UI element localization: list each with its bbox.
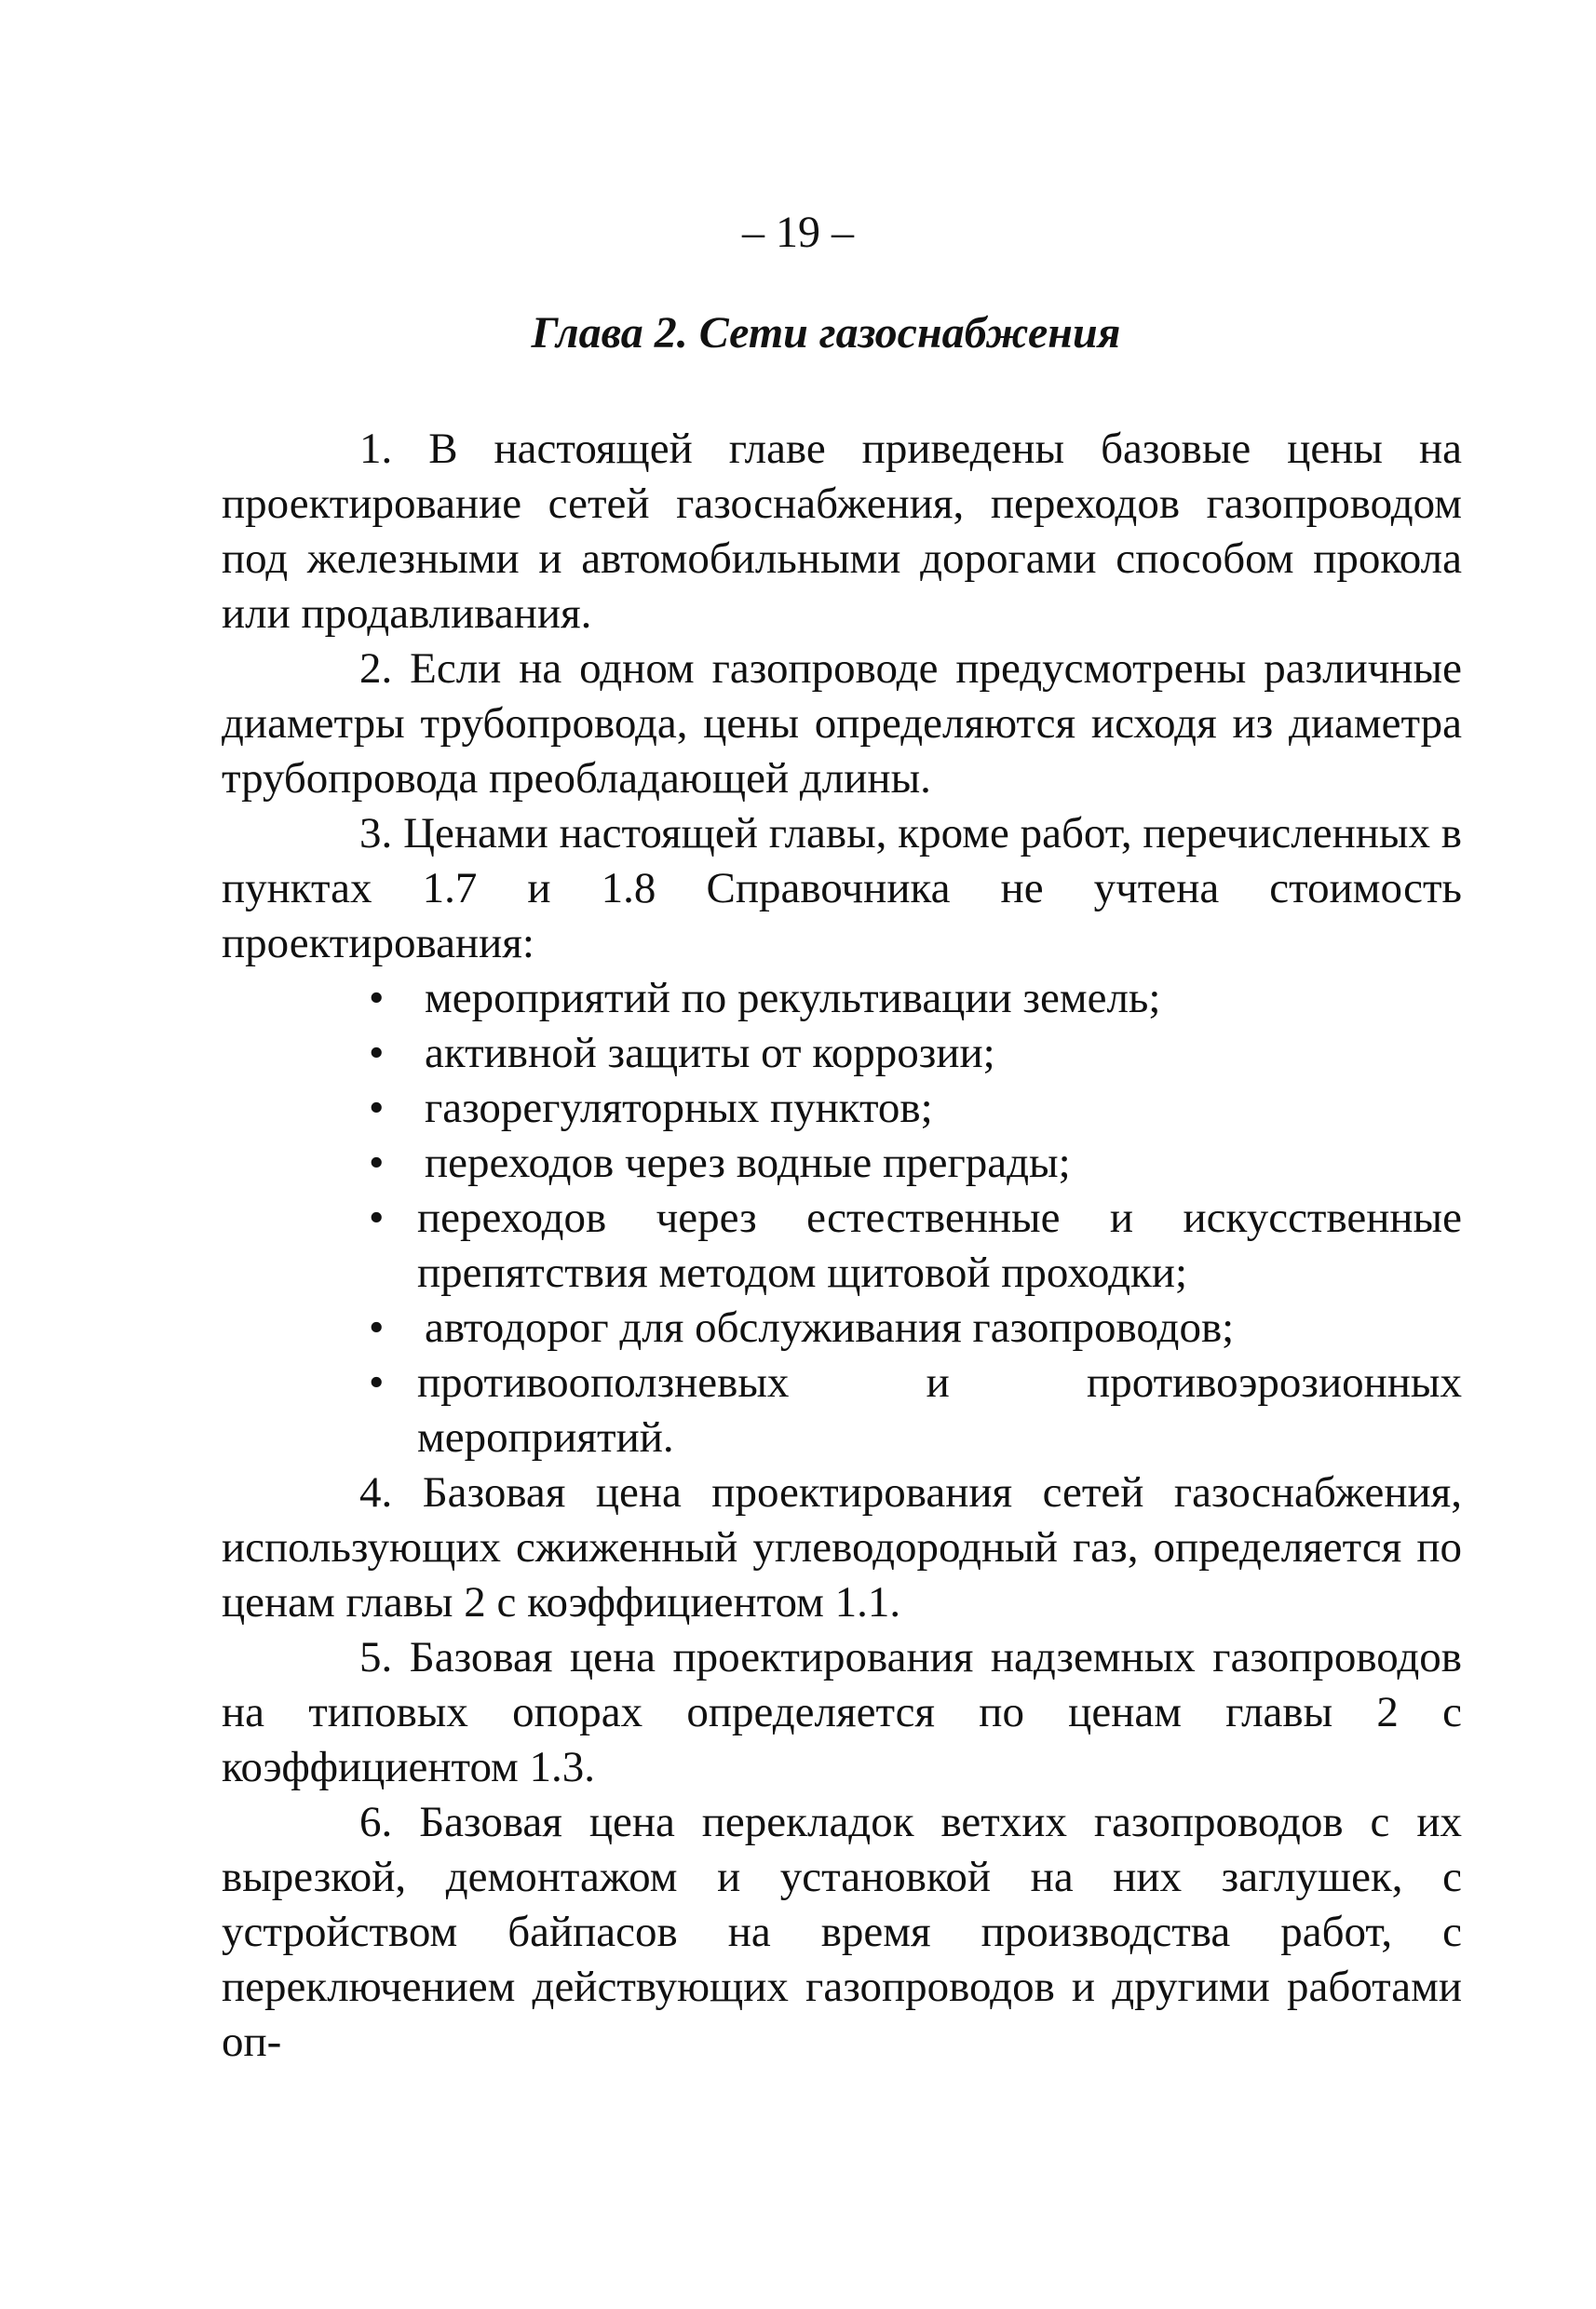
paragraph-6: 6. Базовая цена перекладок ветхих газопроводов с их вырезкой, демонтажом и установкой на них заглушек, с устройством байпасов на время производства работ, с переключением действующих газопроводов и другими работами оп- xyxy=(222,1798,1462,2066)
body-text xyxy=(222,422,1462,2070)
list-item xyxy=(222,1136,1462,1191)
list-item-text: газорегуляторных пунктов; xyxy=(425,1084,933,1132)
list-item-text: автодорог для обслуживания газопроводов; xyxy=(425,1303,1235,1352)
bullet-icon: • xyxy=(369,1194,385,1242)
list-item xyxy=(222,1191,1462,1301)
bullet-icon: • xyxy=(369,1358,385,1407)
bullet-icon: • xyxy=(369,974,385,1022)
list-item-text: активной защиты от коррозии; xyxy=(425,1029,995,1077)
list-item-text: переходов через естественные и искусственные препятствия методом щитовой проходки; xyxy=(417,1194,1462,1297)
list-item-text: переходов через водные преграды; xyxy=(425,1139,1071,1187)
list-item-text: мероприятий по рекультивации земель; xyxy=(425,974,1161,1022)
list-item xyxy=(222,971,1462,1026)
paragraph-4: 4. Базовая цена проектирования сетей газоснабжения, использующих сжиженный углеводородный газ, определяется по ценам главы 2 с коэффициентом 1.1. xyxy=(222,1468,1462,1627)
paragraph-3: 3. Ценами настоящей главы, кроме работ, перечисленных в пунктах 1.7 и 1.8 Справочника не учтена стоимость проектирования: xyxy=(222,809,1462,967)
paragraph-2: 2. Если на одном газопроводе предусмотрены различные диаметры трубопровода, цены определяются исходя из диаметра трубопровода преобладающей длины. xyxy=(222,644,1462,803)
list-item xyxy=(222,1026,1462,1081)
bullet-icon: • xyxy=(369,1139,385,1187)
bullet-icon: • xyxy=(369,1084,385,1132)
page-number: – 19 – xyxy=(742,208,854,257)
list-item xyxy=(222,1356,1462,1465)
list-item-text: противооползневых и противоэрозионных мероприятий. xyxy=(417,1358,1462,1462)
exclusions-list xyxy=(222,971,1462,1465)
chapter-title: Глава 2. Сети газоснабжения xyxy=(531,308,1121,358)
bullet-icon: • xyxy=(369,1303,385,1352)
list-item xyxy=(222,1301,1462,1356)
bullet-icon: • xyxy=(369,1029,385,1077)
paragraph-5: 5. Базовая цена проектирования надземных газопроводов на типовых опорах определяется по ценам главы 2 с коэффициентом 1.3. xyxy=(222,1633,1462,1791)
paragraph-1: 1. В настоящей главе приведены базовые цены на проектирование сетей газоснабжения, переходов газопроводом под железными и автомобильными дорогами способом прокола или продавливания. xyxy=(222,425,1462,638)
list-item xyxy=(222,1081,1462,1136)
